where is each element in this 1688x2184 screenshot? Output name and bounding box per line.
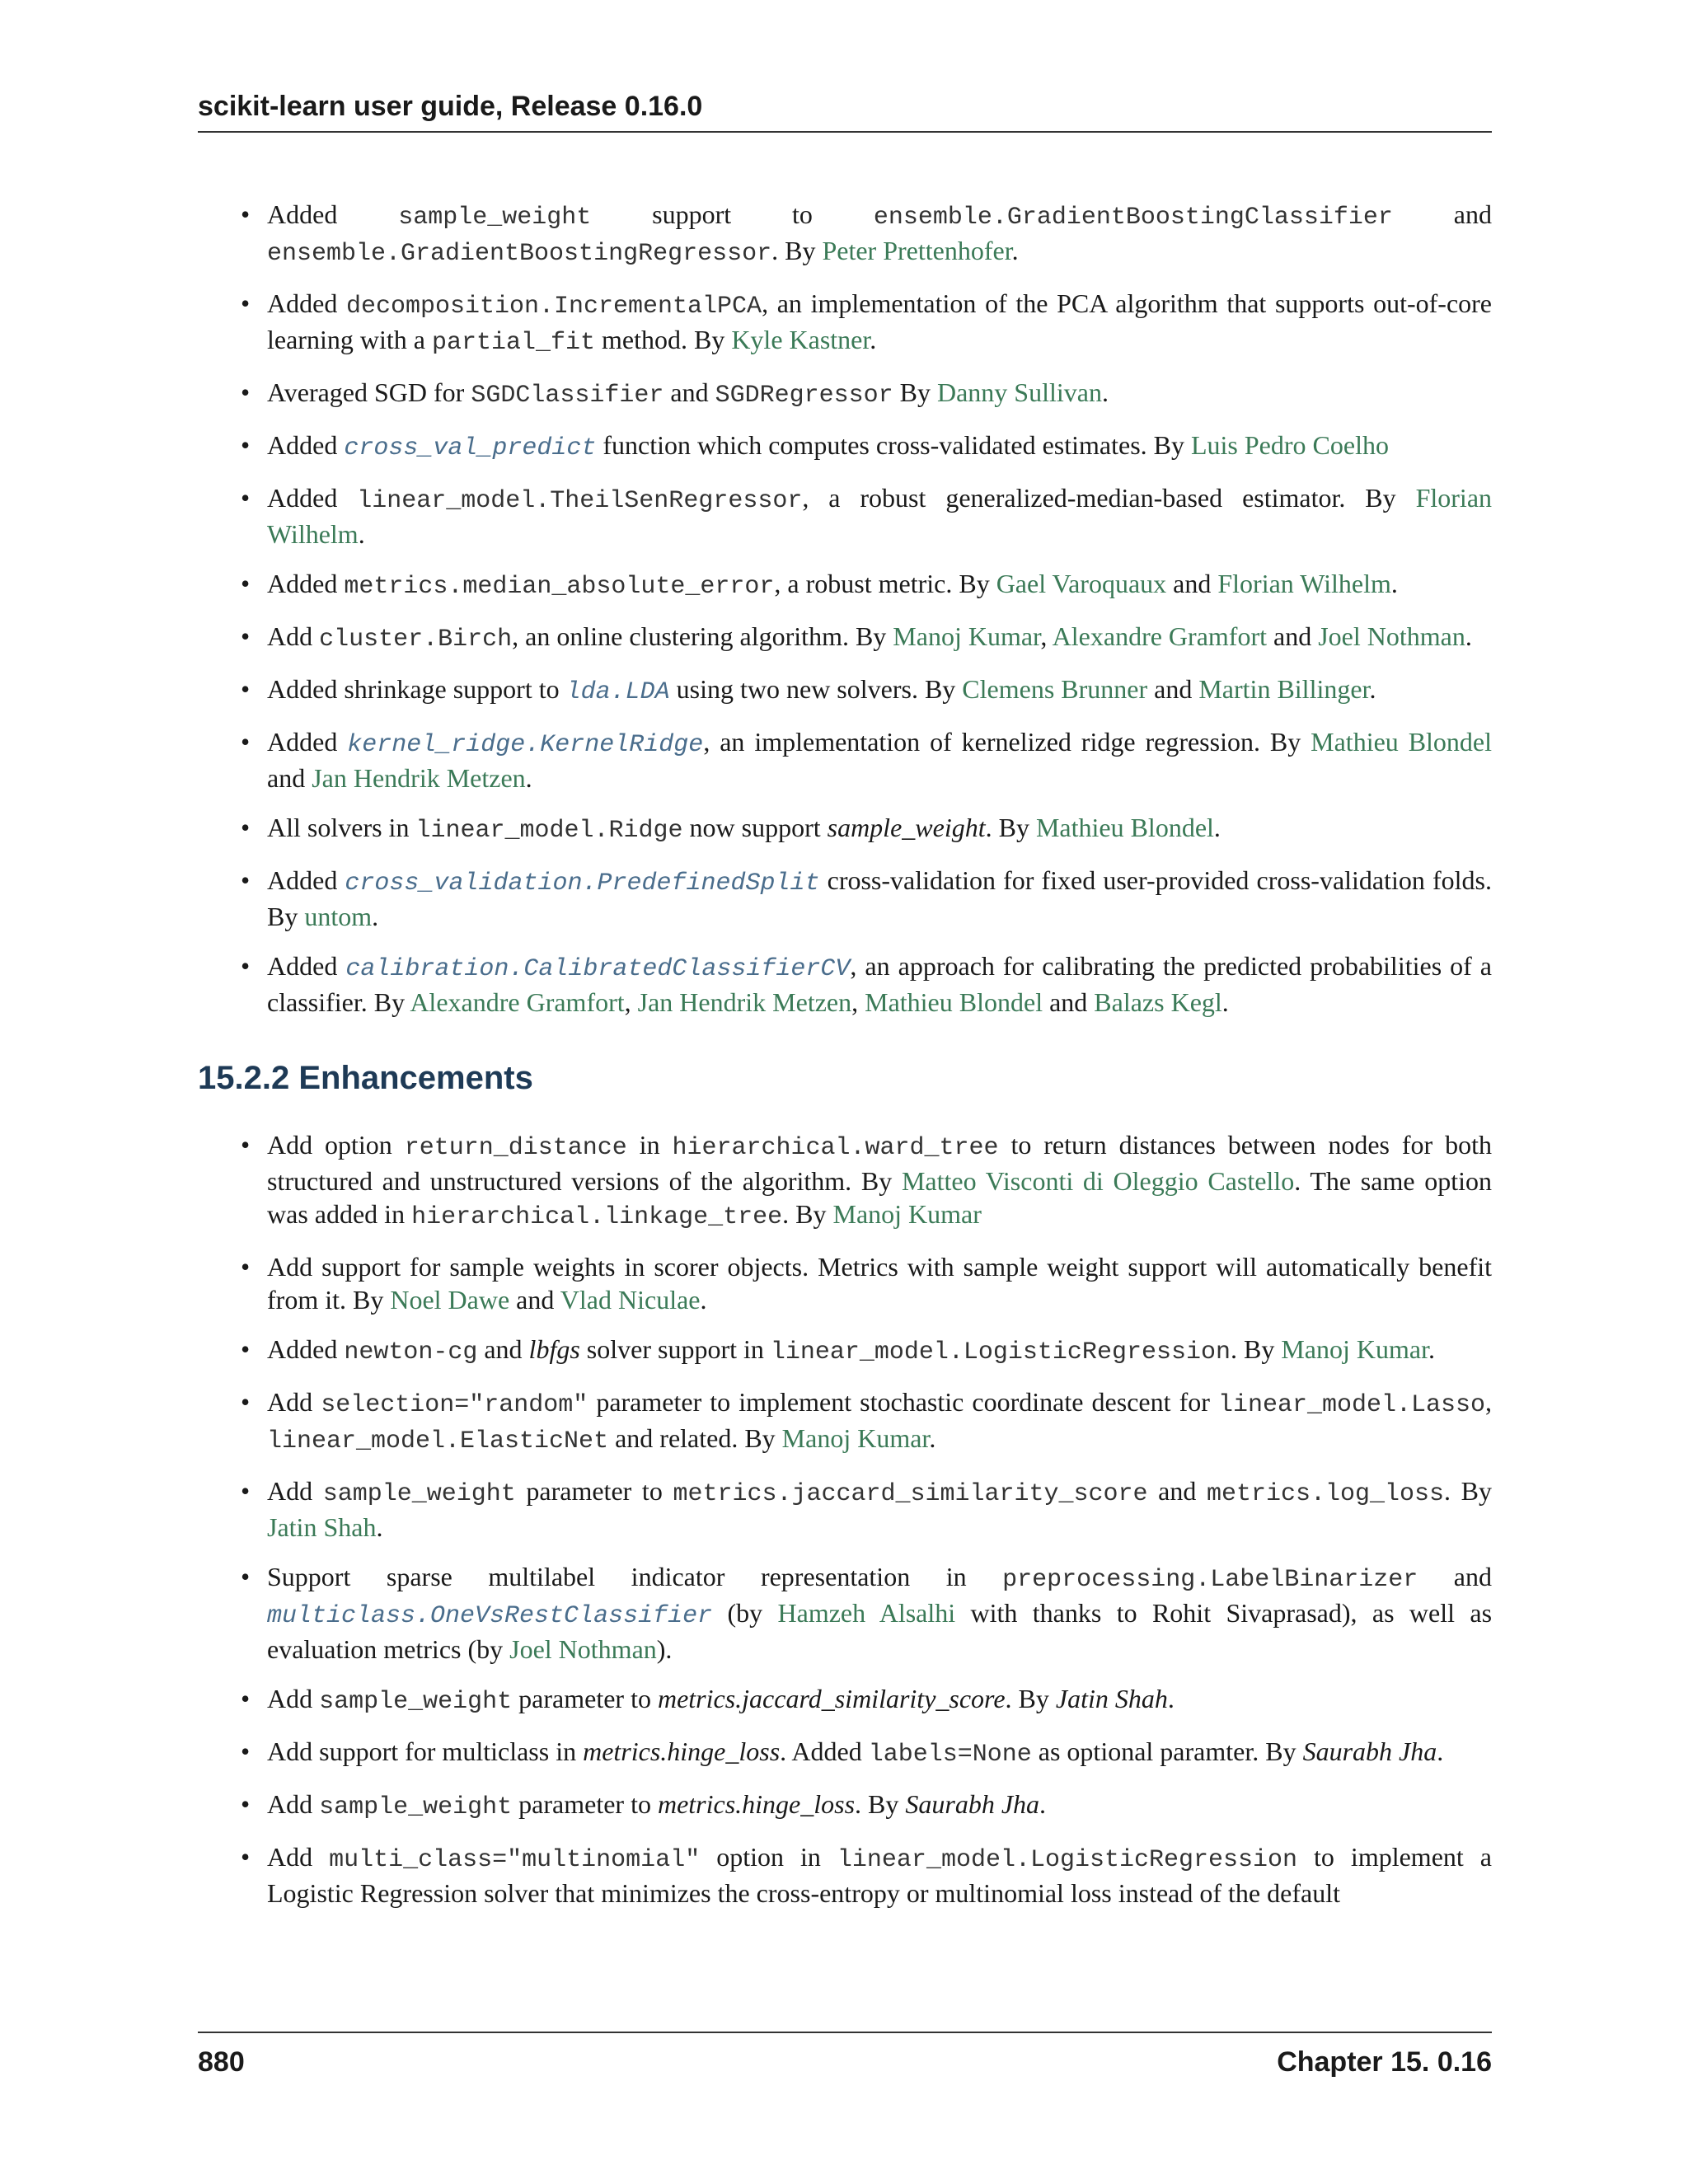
item-text: . Added <box>780 1736 869 1766</box>
item-text: Averaged SGD for <box>267 377 471 407</box>
item-text: , an implementation of the PCA algorithm that supports out-of-core learning with a <box>267 288 1493 354</box>
item-text: . By <box>771 236 823 265</box>
emphasis-text: Jatin Shah <box>1055 1684 1168 1713</box>
item-text: and <box>1147 674 1199 704</box>
item-text: ). <box>656 1634 673 1664</box>
item-text: . By <box>985 813 1036 842</box>
inline-code: sample_weight <box>322 1480 516 1508</box>
inline-code: linear_model.LogisticRegression <box>770 1338 1231 1366</box>
inline-code: metrics.jaccard_similarity_score <box>673 1480 1148 1508</box>
author-link[interactable]: Manoj Kumar <box>893 621 1041 651</box>
item-text: . <box>1390 569 1398 598</box>
inline-code: preprocessing.LabelBinarizer <box>1002 1566 1418 1594</box>
list-item <box>198 1682 1492 1718</box>
item-text: . <box>1101 377 1109 407</box>
item-text: . <box>1039 1789 1047 1819</box>
author-link[interactable]: Danny Sullivan <box>936 377 1102 407</box>
item-text: and <box>509 1285 560 1315</box>
author-link[interactable]: untom <box>304 902 373 931</box>
inline-code: linear_model.ElasticNet <box>267 1427 609 1455</box>
list-item <box>198 429 1492 465</box>
chapter-label: Chapter 15. 0.16 <box>1277 2046 1492 2078</box>
item-text: Added <box>267 569 345 598</box>
author-link[interactable]: Luis Pedro Coelho <box>1190 430 1389 460</box>
item-text: All solvers in <box>267 813 416 842</box>
item-text: Added <box>267 1334 345 1364</box>
item-text: . <box>929 1423 936 1453</box>
inline-code: sample_weight <box>319 1688 513 1716</box>
inline-code: ensemble.GradientBoostingClassifier <box>873 204 1393 232</box>
list-item <box>198 725 1492 794</box>
list-item <box>198 287 1492 359</box>
inline-code: metrics.median_absolute_error <box>344 573 775 601</box>
item-text: parameter to <box>512 1684 658 1713</box>
item-text: . By <box>1005 1684 1056 1713</box>
enhancements-list <box>198 1128 1492 1910</box>
item-text: Add <box>267 1684 320 1713</box>
item-text: . <box>700 1285 707 1315</box>
item-text: Add <box>267 621 320 651</box>
author-link[interactable]: Mathieu Blondel <box>1035 813 1214 842</box>
inline-code: hierarchical.ward_tree <box>672 1134 999 1162</box>
item-text: Add <box>267 1789 320 1819</box>
list-item <box>198 198 1492 270</box>
inline-code: decomposition.IncrementalPCA <box>345 293 762 321</box>
item-text: and <box>1147 1476 1207 1506</box>
inline-code: partial_fit <box>431 329 595 357</box>
list-item <box>198 1333 1492 1369</box>
item-text: Added <box>267 288 346 318</box>
item-text: , <box>1040 621 1053 651</box>
item-text: and <box>1418 1562 1493 1591</box>
item-text: Add <box>267 1842 330 1872</box>
item-text: , a robust metric. By <box>774 569 996 598</box>
item-text: parameter to implement stochastic coordinate descent for <box>588 1387 1218 1417</box>
item-text: and <box>1392 199 1493 229</box>
item-text: . <box>1167 1684 1175 1713</box>
item-text: parameter to <box>515 1476 673 1506</box>
inline-code: metrics.log_loss <box>1207 1480 1445 1508</box>
item-text: Added <box>267 430 345 460</box>
emphasis-text: Saurabh Jha <box>1302 1736 1437 1766</box>
item-text: and <box>1166 569 1218 598</box>
item-text: function which computes cross-validated estimates. By <box>596 430 1191 460</box>
item-text: Add option <box>267 1130 405 1160</box>
item-text: and <box>1266 621 1319 651</box>
inline-code: labels=None <box>868 1741 1032 1769</box>
inline-code: sample_weight <box>398 204 592 232</box>
item-text: now support <box>682 813 828 842</box>
list-item <box>198 1840 1492 1910</box>
item-text: and <box>267 763 312 793</box>
list-item <box>198 1385 1492 1458</box>
author-link[interactable]: Peter Prettenhofer <box>822 236 1012 265</box>
item-text: . <box>1465 621 1472 651</box>
item-text: Add support for multiclass in <box>267 1736 584 1766</box>
inline-code: sample_weight <box>319 1793 513 1821</box>
author-link[interactable]: Manoj Kumar <box>832 1199 982 1229</box>
page-content <box>198 198 1492 1926</box>
list-item <box>198 673 1492 709</box>
inline-code: return_distance <box>404 1134 627 1162</box>
emphasis-text: sample_weight <box>827 813 986 842</box>
item-text: and <box>663 377 715 407</box>
running-header: scikit-learn user guide, Release 0.16.0 <box>198 91 1492 133</box>
item-text: Added <box>267 865 345 895</box>
item-text: . <box>1437 1736 1444 1766</box>
item-text: Added <box>267 951 346 981</box>
item-text: , an implementation of kernelized ridge regression. By <box>703 727 1311 757</box>
list-item <box>198 376 1492 412</box>
item-text: , <box>851 987 865 1017</box>
inline-code: linear_model.LogisticRegression <box>837 1846 1298 1874</box>
item-text: . <box>358 519 365 549</box>
item-text: and related. By <box>608 1423 782 1453</box>
item-text: as optional paramter. By <box>1031 1736 1303 1766</box>
author-link[interactable]: Vlad Niculae <box>560 1285 701 1315</box>
author-link[interactable]: Alexandre Gramfort <box>1052 621 1267 651</box>
author-link[interactable]: Jan Hendrik Metzen <box>637 987 852 1017</box>
inline-code: cluster.Birch <box>319 626 513 654</box>
emphasis-text: lbfgs <box>528 1334 580 1364</box>
item-text: Add <box>267 1476 323 1506</box>
item-text: By <box>893 377 937 407</box>
item-text: . <box>525 763 532 793</box>
author-link[interactable]: Hamzeh Alsalhi <box>777 1598 956 1628</box>
author-link[interactable]: Matteo Visconti di Oleggio Castello <box>901 1166 1295 1196</box>
api-reference-link[interactable]: kernel_ridge.KernelRidge <box>347 731 704 759</box>
item-text: using two new solvers. By <box>669 674 963 704</box>
author-link[interactable]: Mathieu Blondel <box>865 987 1043 1017</box>
new-features-list <box>198 198 1492 1019</box>
inline-code: SGDRegressor <box>715 382 893 410</box>
item-text: . By <box>1444 1476 1493 1506</box>
author-link[interactable]: Noel Dawe <box>390 1285 510 1315</box>
item-text: . <box>1213 813 1221 842</box>
item-text: . The same option was added in <box>267 1166 1493 1229</box>
item-text: method. By <box>594 325 732 354</box>
author-link[interactable]: Martin Billinger <box>1198 674 1370 704</box>
list-item <box>198 811 1492 847</box>
emphasis-text: metrics.hinge_loss <box>657 1789 856 1819</box>
item-text: to implement a Logistic Regression solver that minimizes the cross-entropy or multinomial loss instead of the default <box>267 1842 1493 1908</box>
inline-code: SGDClassifier <box>471 382 664 410</box>
item-text: . <box>1011 236 1019 265</box>
item-text: , an online clustering algorithm. By <box>512 621 893 651</box>
item-text: . By <box>855 1789 906 1819</box>
inline-code: newton-cg <box>344 1338 478 1366</box>
author-link[interactable]: Jan Hendrik Metzen <box>312 763 526 793</box>
api-reference-link[interactable]: cross_val_predict <box>344 434 597 462</box>
item-text: , <box>624 987 638 1017</box>
author-link[interactable]: Joel Nothman <box>509 1634 657 1664</box>
item-text: support to <box>591 199 874 229</box>
item-text: , <box>1485 1387 1493 1417</box>
item-text: Support sparse multilabel indicator representation in <box>267 1562 1003 1591</box>
inline-code: linear_model.Lasso <box>1217 1391 1486 1419</box>
inline-code: selection="random" <box>321 1391 588 1419</box>
item-text: in <box>626 1130 673 1160</box>
item-text: . <box>1369 674 1376 704</box>
item-text: Add support for sample weights in scorer objects. Metrics with sample weight support will automatically benefit from it. By <box>267 1252 1492 1315</box>
item-text: . <box>1428 1334 1435 1364</box>
inline-code: hierarchical.linkage_tree <box>411 1203 783 1231</box>
item-text: Add <box>267 1387 321 1417</box>
author-link[interactable]: Jatin Shah <box>267 1512 377 1542</box>
item-text: . By <box>1230 1334 1282 1364</box>
api-reference-link[interactable]: multiclass.OneVsRestClassifier <box>267 1602 713 1630</box>
item-text: Added <box>267 727 348 757</box>
list-item <box>198 864 1492 933</box>
emphasis-text: Saurabh Jha <box>905 1789 1040 1819</box>
emphasis-text: metrics.hinge_loss <box>583 1736 781 1766</box>
item-text: Added <box>267 199 399 229</box>
list-item <box>198 1560 1492 1666</box>
section-heading: 15.2.2 Enhancements <box>198 1060 533 1096</box>
author-link[interactable]: Balazs Kegl <box>1094 987 1222 1017</box>
item-text: option in <box>700 1842 837 1872</box>
api-reference-link[interactable]: cross_validation.PredefinedSplit <box>345 869 820 898</box>
list-item <box>198 1474 1492 1544</box>
author-link[interactable]: Clemens Brunner <box>962 674 1148 704</box>
item-text: . By <box>782 1199 833 1229</box>
item-text: and <box>1043 987 1095 1017</box>
item-text: . <box>372 902 379 931</box>
item-text: with thanks to Rohit Sivaprasad), as well as evaluation metrics (by <box>267 1598 1493 1664</box>
page-number: 880 <box>198 2046 245 2078</box>
item-text: . <box>376 1512 383 1542</box>
list-item <box>198 1250 1492 1316</box>
emphasis-text: metrics.jaccard_similarity_score <box>657 1684 1006 1713</box>
page-footer <box>198 2032 1492 2079</box>
item-text: , a robust generalized-median-based estimator. By <box>802 483 1416 513</box>
author-link[interactable]: Florian Wilhelm <box>267 483 1493 549</box>
item-text: . <box>870 325 877 354</box>
item-text: cross-validation for fixed user-provided cross-validation folds. By <box>267 865 1493 931</box>
author-link[interactable]: Kyle Kastner <box>731 325 870 354</box>
item-text: solver support in <box>579 1334 771 1364</box>
author-link[interactable]: Mathieu Blondel <box>1311 727 1493 757</box>
inline-code: multi_class="multinomial" <box>329 1846 701 1874</box>
author-link[interactable]: Joel Nothman <box>1318 621 1465 651</box>
list-item <box>198 1128 1492 1234</box>
item-text: . <box>1221 987 1229 1017</box>
list-item <box>198 620 1492 656</box>
item-text: Added <box>267 483 358 513</box>
api-reference-link[interactable]: calibration.CalibratedClassifierCV <box>345 955 851 983</box>
item-text: (by <box>712 1598 778 1628</box>
item-text: parameter to <box>512 1789 658 1819</box>
author-link[interactable]: Gael Varoquaux <box>996 569 1167 598</box>
author-link[interactable]: Manoj Kumar <box>781 1423 930 1453</box>
item-text: , an approach for calibrating the predicted probabilities of a classifier. By <box>267 951 1492 1017</box>
inline-code: ensemble.GradientBoostingRegressor <box>267 240 772 268</box>
list-item <box>198 1788 1492 1824</box>
item-text: to return distances between nodes for both structured and unstructured versions of the algorithm. By <box>267 1130 1493 1196</box>
item-text: Added shrinkage support to <box>267 674 566 704</box>
inline-code: linear_model.TheilSenRegressor <box>357 487 803 515</box>
list-item <box>198 949 1492 1019</box>
item-text: and <box>477 1334 529 1364</box>
list-item <box>198 481 1492 551</box>
list-item <box>198 567 1492 603</box>
author-link[interactable]: Florian Wilhelm <box>1217 569 1391 598</box>
list-item <box>198 1735 1492 1771</box>
author-link[interactable]: Manoj Kumar <box>1281 1334 1428 1364</box>
author-link[interactable]: Alexandre Gramfort <box>410 987 625 1017</box>
api-reference-link[interactable]: lda.LDA <box>565 678 670 706</box>
inline-code: linear_model.Ridge <box>415 817 683 845</box>
